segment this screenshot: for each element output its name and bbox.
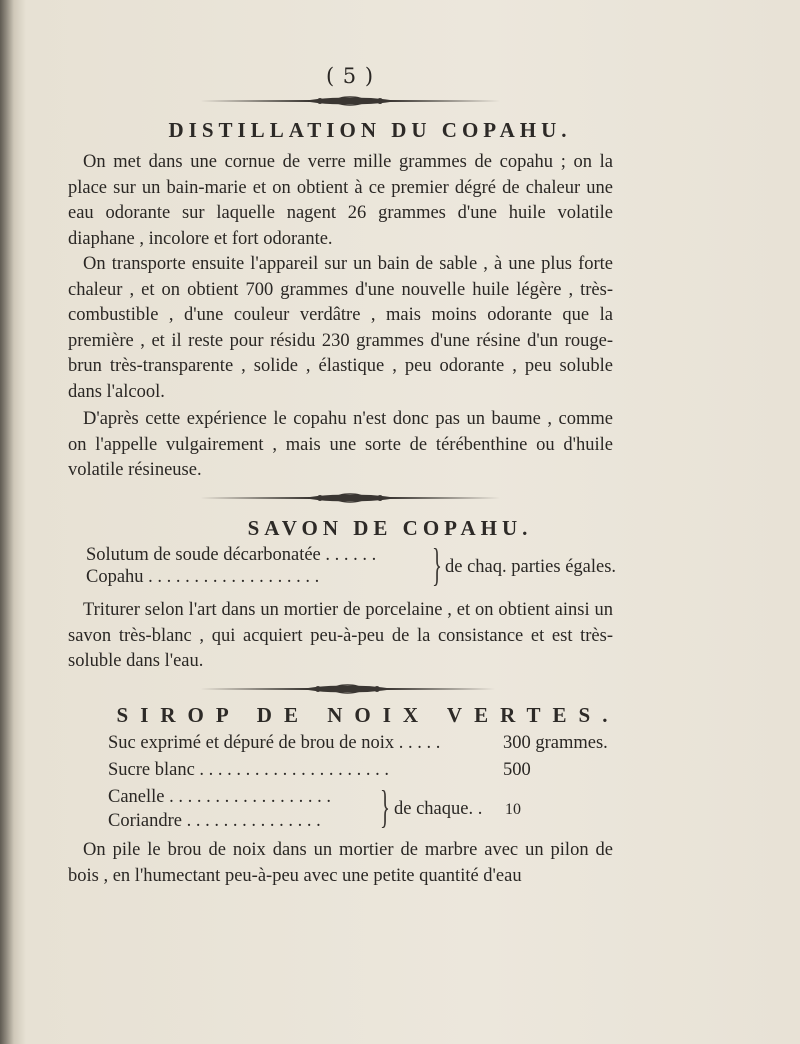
paragraph-2: On transporte ensuite l'appareil sur un bain de sable , à une plus forte chaleur , et on obtient 700 grammes d'une nouvelle huile légère , très-combustible , d'une couleur verdâtre , mais moins odorante que la première , et il reste pour résidu 230 grammes d'une résine d'un rouge-brun très-transparente , solide , élastique , peu odorante , peu soluble dans l'alcool. (68, 254, 613, 402)
ingredient-suc-amount: 300 grammes. (503, 733, 608, 753)
page-number: ( 5 ) (325, 64, 375, 88)
ingredient-sucre: Sucre blanc . . . . . . . . . . . . . . . . . . . . . (108, 760, 390, 780)
ingredient-sucre-amount: 500 (503, 760, 531, 780)
section-heading-savon: SAVON DE COPAHU. (247, 516, 533, 540)
paragraph-savon: Triturer selon l'art dans un mortier de porcelaine , et on obtient ainsi un savon très-blanc , qui acquiert peu-à-peu de la consistance et est très-soluble dans l'eau. (68, 600, 613, 671)
ornamental-rule (200, 492, 500, 504)
paragraph-3: D'après cette expérience le copahu n'est donc pas un baume , comme on l'appelle vulgairement , mais une sorte de térébenthine ou d'huile volatile résineuse. (68, 409, 613, 480)
paragraph-1: On met dans une cornue de verre mille grammes de copahu ; on la place sur un bain-marie et on obtient à ce premier dégré de chaleur une eau odorante sur laquelle nagent 26 grammes d'une huile volatile diaphane , incolore et fort odorante. (68, 152, 613, 249)
section-heading-sirop: SIROP DE NOIX VERTES. (116, 703, 620, 727)
ingredient-canelle: Canelle . . . . . . . . . . . . . . . . . . (108, 787, 332, 807)
ingredient-coriandre: Coriandre . . . . . . . . . . . . . . . (108, 811, 321, 831)
ingredient-suc: Suc exprimé et dépuré de brou de noix . . . . . (108, 733, 441, 753)
ornamental-rule (200, 683, 495, 695)
ingredient-copahu: Copahu . . . . . . . . . . . . . . . . . . . (86, 567, 320, 587)
brace: } (380, 781, 390, 832)
quantity-amount: 10 (505, 801, 521, 818)
quantity-note: de chaq. parties égales. (445, 557, 617, 577)
section-heading-distillation: DISTILLATION DU COPAHU. (168, 118, 572, 142)
brace: } (432, 539, 442, 590)
ingredient-soude: Solutum de soude décarbonatée . . . . . . (86, 545, 377, 565)
paragraph-sirop: On pile le brou de noix dans un mortier de marbre avec un pilon de bois , en l'humectant peu-à-peu avec une petite quantité d'eau (68, 840, 613, 886)
ornamental-rule (200, 95, 500, 107)
quantity-note: de chaque. . (394, 799, 483, 819)
